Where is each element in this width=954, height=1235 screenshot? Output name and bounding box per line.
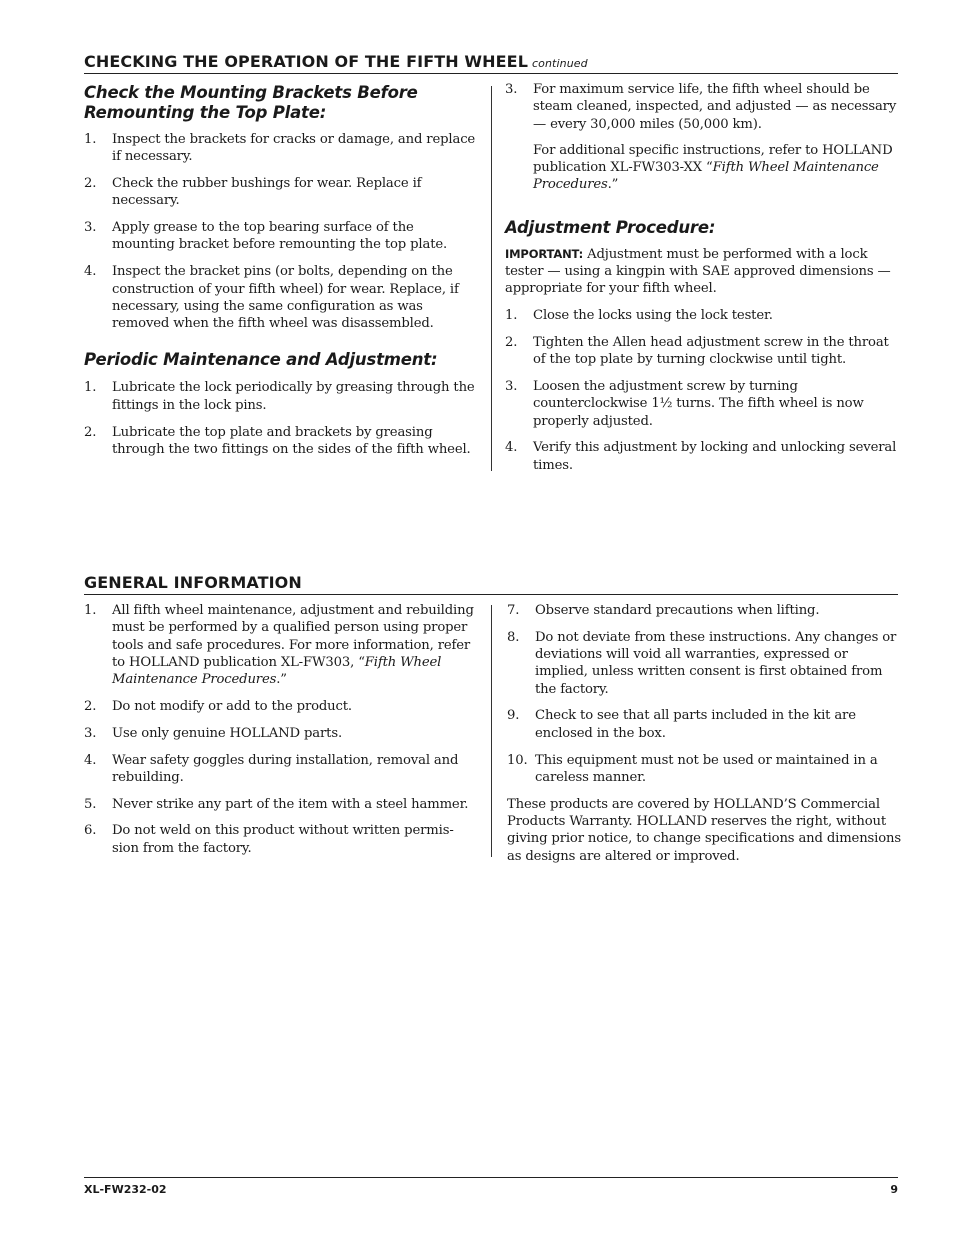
list-item: 4. Verify this adjustment by locking and unlocking several times.	[505, 440, 897, 473]
footer-page-number: 9	[890, 1183, 898, 1196]
list-item: 5. Never strike any part of the item with a steel hammer.	[84, 796, 469, 812]
service-life-list	[505, 81, 900, 194]
list-item: 3. Apply grease to the top bearing surface of the mounting bracket before remounting the top plate.	[84, 220, 448, 253]
important-label: IMPORTANT:	[505, 246, 584, 261]
list-item: 8. Do not deviate from these instructions. Any changes or deviations will void all warranties, expressed or implied, unless written consent is first obtained from the factory.	[507, 629, 897, 697]
periodic-maintenance-list	[84, 379, 479, 458]
column-divider	[491, 86, 492, 471]
list-item: 3. Loosen the adjustment screw by turning counterclockwise 1½ turns. The fifth wheel is now properly adjusted.	[505, 379, 864, 429]
right-column-general	[507, 602, 901, 874]
heading-adjustment-procedure: Adjustment Procedure:	[505, 217, 716, 237]
footer-doc-id: XL-FW232-02	[84, 1183, 167, 1196]
list-item: 3. Use only genuine HOLLAND parts.	[84, 725, 342, 741]
warranty-note: These products are covered by HOLLAND’S Commercial Products Warranty. HOLLAND reserves the right, without giving prior notice, to change specifications and dimensions as designs are altered or improved.	[507, 796, 901, 864]
adjustment-list	[505, 307, 900, 474]
additional-instructions: For additional specific instructions, refer to HOLLAND publication XL-FW303-XX “Fifth Wheel Maintenance Procedures.”	[533, 142, 893, 193]
right-column-1	[505, 81, 900, 484]
heading-periodic-maintenance: Periodic Maintenance and Adjustment:	[84, 350, 438, 370]
list-item: 1. Inspect the brackets for cracks or damage, and replace if necessary.	[84, 132, 476, 165]
important-note: IMPORTANT: Adjustment must be performed with a lock tester — using a kingpin with SAE approved dimensions — appropriate for your fifth wheel.	[505, 246, 891, 297]
list-item: 1. Lubricate the lock periodically by greasing through the fittings in the lock pins.	[84, 380, 475, 413]
continued-label: continued	[532, 57, 588, 70]
section-header-general	[84, 573, 898, 595]
section-title: CHECKING THE OPERATION OF THE FIFTH WHEEL	[84, 52, 528, 71]
list-item: 3. For maximum service life, the fifth wheel should be steam cleaned, inspected, and adjusted — as necessary — every 30,000 miles (50,000 km). For additional specific instructions, refer to HOLLAND publication XL-FW303-XX “Fifth Wheel Maintenance Procedures.”	[505, 81, 900, 194]
list-item: 6. Do not weld on this product without written permis-sion from the factory.	[84, 823, 454, 856]
section-title: GENERAL INFORMATION	[84, 573, 302, 592]
general-list-right	[507, 602, 901, 786]
list-item: 1. Close the locks using the lock tester.	[505, 308, 773, 324]
list-item: 2. Do not modify or add to the product.	[84, 698, 352, 714]
left-column-general	[84, 602, 479, 867]
general-list-left	[84, 602, 479, 857]
list-item: 1. All fifth wheel maintenance, adjustment and rebuilding must be performed by a qualified person using proper tools and safe procedures. For more information, refer to HOLLAND publication XL-FW303, “Fifth Wheel Maintenance Procedures.”	[84, 603, 474, 688]
mounting-brackets-list	[84, 131, 479, 332]
left-column-1	[84, 83, 479, 468]
section-header-operation	[84, 52, 898, 74]
list-item: 2. Lubricate the top plate and brackets by greasing through the two fittings on the sides of the fifth wheel.	[84, 424, 471, 457]
list-item: 7. Observe standard precautions when lifting.	[507, 603, 820, 618]
list-item: 9. Check to see that all parts included in the kit are enclosed in the box.	[507, 708, 856, 741]
column-divider	[491, 605, 492, 857]
list-item: 2. Tighten the Allen head adjustment screw in the throat of the top plate by turning clockwise until tight.	[505, 334, 889, 368]
list-item: 4. Inspect the bracket pins (or bolts, depending on the construction of your fifth wheel) for wear. Replace, if necessary, using the same configuration as was removed when the fifth wheel was disassembled.	[84, 264, 459, 332]
footer-rule	[84, 1177, 898, 1178]
list-item: 2. Check the rubber bushings for wear. Replace if necessary.	[84, 176, 422, 209]
list-item: 4. Wear safety goggles during installation, removal and rebuilding.	[84, 752, 459, 785]
heading-mounting-brackets: Check the Mounting Brackets Before Remounting the Top Plate:	[84, 83, 418, 122]
list-item: 10. This equipment must not be used or maintained in a careless manner.	[507, 752, 878, 785]
